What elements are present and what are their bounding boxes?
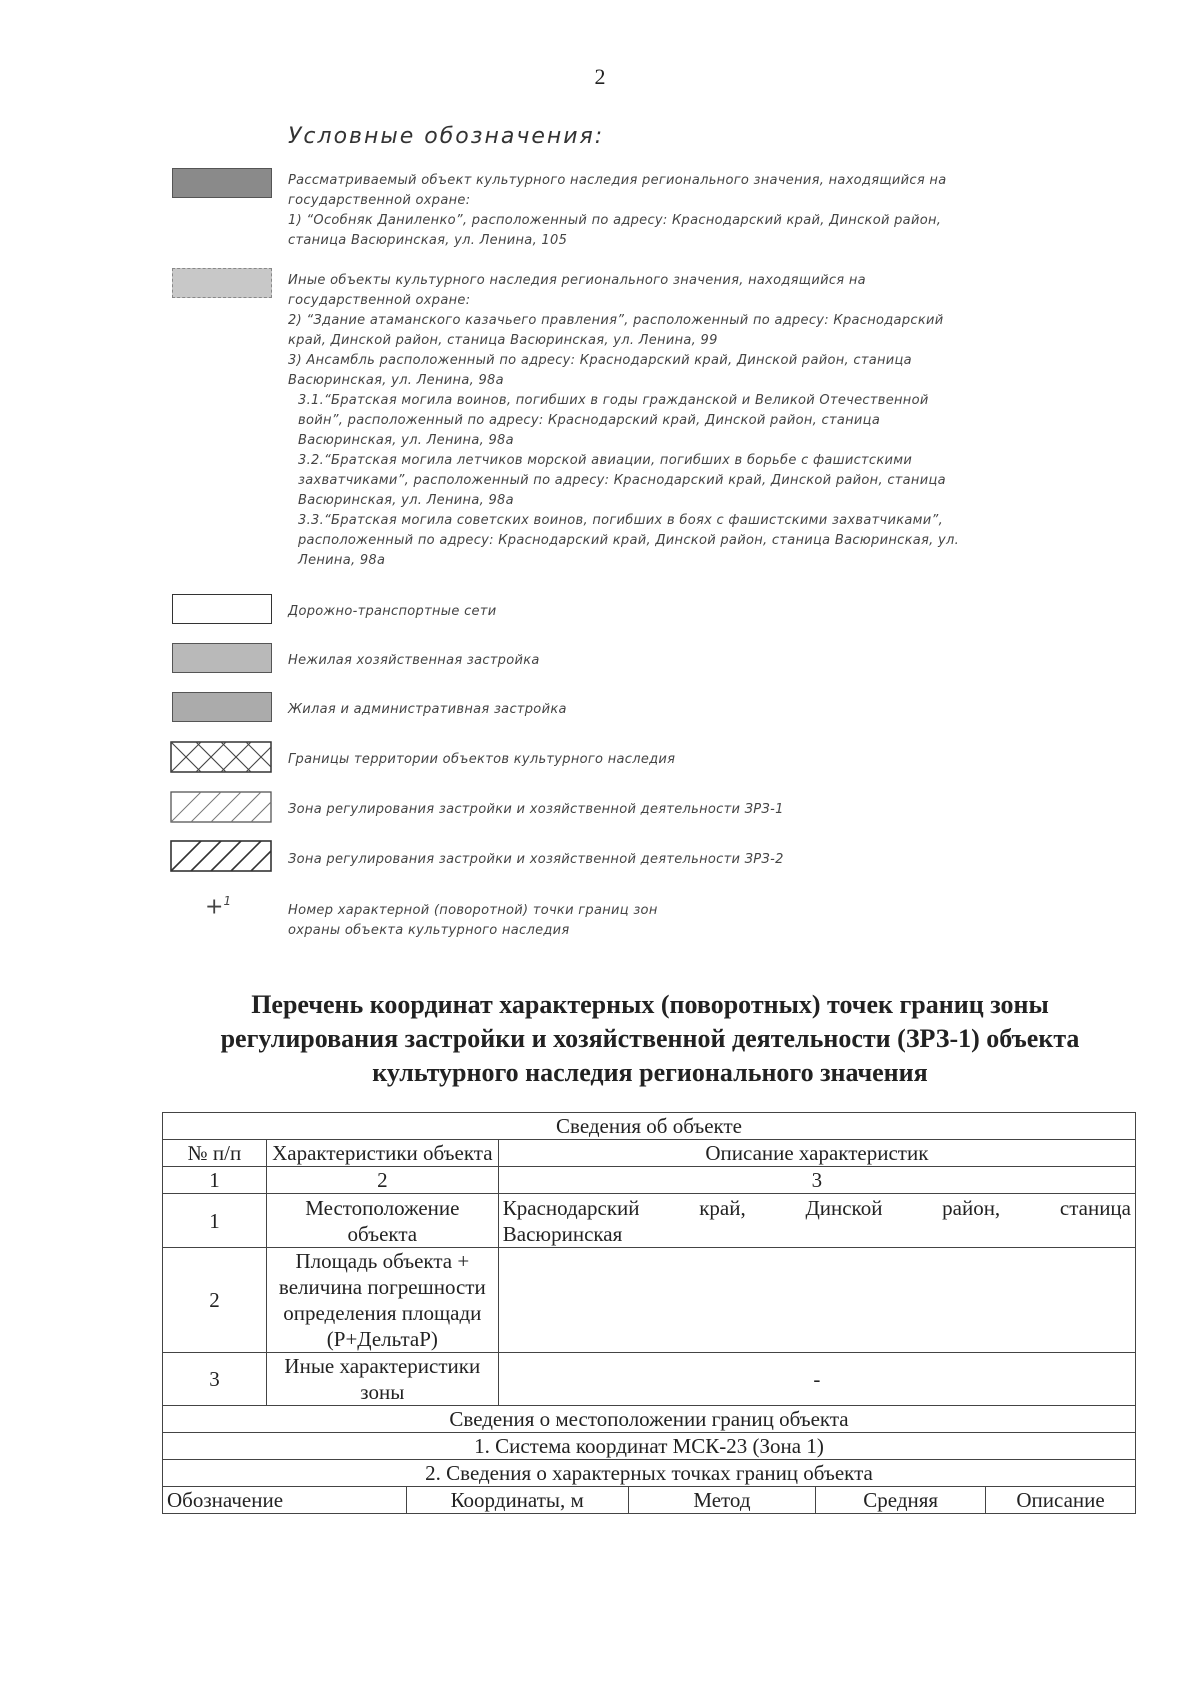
section-coordinate-system: 1. Система координат МСК-23 (Зона 1) <box>163 1433 1136 1460</box>
bottom-header-description: Описание <box>986 1487 1136 1514</box>
table-row <box>163 1433 1136 1460</box>
row-name: Площадь объекта + величина погрешности определения площади (P+ДельтаP) <box>266 1248 498 1353</box>
legend-swatch-cross-hatch <box>170 741 272 773</box>
table-row <box>163 1167 1136 1194</box>
legend-item-other-heritage-objects <box>288 271 978 571</box>
row-num: 1 <box>163 1194 267 1248</box>
table-row <box>163 1460 1136 1487</box>
row-description <box>498 1248 1135 1353</box>
legend-item-nonresidential: Нежилая хозяйственная застройка <box>288 653 540 668</box>
col-number: 3 <box>498 1167 1135 1194</box>
table-row <box>163 1353 1136 1406</box>
legend-title: Условные обозначения: <box>288 124 605 149</box>
row-num: 3 <box>163 1353 267 1406</box>
table-row <box>163 1113 1136 1140</box>
legend-item-zrz-2: Зона регулирования застройки и хозяйственной деятельности ЗРЗ-2 <box>288 852 784 867</box>
legend-item-roads: Дорожно-транспортные сети <box>288 604 497 619</box>
table-row <box>163 1406 1136 1433</box>
legend-swatch-light-diagonal <box>170 791 272 823</box>
row-description <box>498 1194 1135 1248</box>
legend-swatch-dense-diagonal <box>170 840 272 872</box>
col-header-characteristics: Характеристики объекта <box>266 1140 498 1167</box>
legend-line: Иные объекты культурного наследия регионального значения, находящийся на государственной охране: <box>288 273 866 308</box>
legend-swatch-medium-2 <box>172 692 272 722</box>
legend-item-heritage-boundaries: Границы территории объектов культурного наследия <box>288 752 676 767</box>
bottom-header-coordinates: Координаты, м <box>406 1487 628 1514</box>
section-points: 2. Сведения о характерных точках границ объекта <box>163 1460 1136 1487</box>
table-row <box>163 1248 1136 1353</box>
legend-item-point-number: Номер характерной (поворотной) точки границ зон охраны объекта культурного наследия <box>288 903 658 938</box>
legend-swatch-dark <box>172 168 272 198</box>
legend-line: 3.1.“Братская могила воинов, погибших в годы гражданской и Великой Отечественной войн”, расположенный по адресу: Краснодарский край, Динской район, станица Васюринская, ул. Ленина, 98а <box>298 393 929 448</box>
table-row <box>163 1487 1136 1514</box>
legend-line: Рассматриваемый объект культурного наследия регионального значения, находящийся на государственной охране: <box>288 173 947 208</box>
bottom-header-average: Средняя <box>816 1487 986 1514</box>
legend-item-heritage-object <box>288 171 978 251</box>
legend-line: 3.3.“Братская могила советских воинов, погибших в боях с фашистскими захватчиками”, расположенный по адресу: Краснодарский край, Динской район, станица Васюринская, ул. Ленина, 98а <box>298 513 960 568</box>
page-number: 2 <box>594 64 606 89</box>
legend-swatch-white <box>172 594 272 624</box>
col-number: 1 <box>163 1167 267 1194</box>
legend-line: 3.2.“Братская могила летчиков морской авиации, погибших в борьбе с фашистскими захватчиками”, расположенный по адресу: Краснодарский край, Динской район, станица Васюринская, ул. Ленина, 98а <box>298 453 946 508</box>
table-row <box>163 1140 1136 1167</box>
legend-line: 1) “Особняк Даниленко”, расположенный по адресу: Краснодарский край, Динской район, станица Васюринская, ул. Ленина, 105 <box>288 213 942 248</box>
row-num: 2 <box>163 1248 267 1353</box>
table-header: Сведения об объекте <box>163 1113 1136 1140</box>
row-name: Иные характеристики зоны <box>266 1353 498 1406</box>
legend-swatch-medium <box>172 643 272 673</box>
object-info-table <box>162 1112 1136 1514</box>
legend-line: 3) Ансамбль расположенный по адресу: Краснодарский край, Динской район, станица Васюринская, ул. Ленина, 98а <box>288 353 912 388</box>
row-description-line: Краснодарский край, Динской район, станица <box>502 1195 1131 1220</box>
col-header-description: Описание характеристик <box>498 1140 1135 1167</box>
bottom-header-designation: Обозначение <box>163 1487 407 1514</box>
row-description: - <box>498 1353 1135 1406</box>
col-number: 2 <box>266 1167 498 1194</box>
row-description-line: Васюринская <box>502 1221 623 1246</box>
legend-item-zrz-1: Зона регулирования застройки и хозяйственной деятельности ЗРЗ-1 <box>288 802 784 817</box>
legend-line: 2) “Здание атаманского казачьего правления”, расположенный по адресу: Краснодарский край, Динской район, станица Васюринская, ул. Ленина, 99 <box>288 313 944 348</box>
row-name: Местоположение объекта <box>266 1194 498 1248</box>
document-title: Перечень координат характерных (поворотных) точек границ зоны регулирования застройки и хозяйственной деятельности (ЗРЗ-1) объекта культурного наследия регионального значения <box>220 990 1080 1087</box>
point-marker-label: 1 <box>223 894 232 908</box>
legend-item-residential: Жилая и административная застройка <box>288 702 567 717</box>
bottom-header-method: Метод <box>628 1487 816 1514</box>
col-header-num: № п/п <box>163 1140 267 1167</box>
legend-swatch-light <box>172 268 272 298</box>
table-row <box>163 1194 1136 1248</box>
section-location: Сведения о местоположении границ объекта <box>163 1406 1136 1433</box>
point-marker-icon: +$^1$ <box>205 894 232 920</box>
